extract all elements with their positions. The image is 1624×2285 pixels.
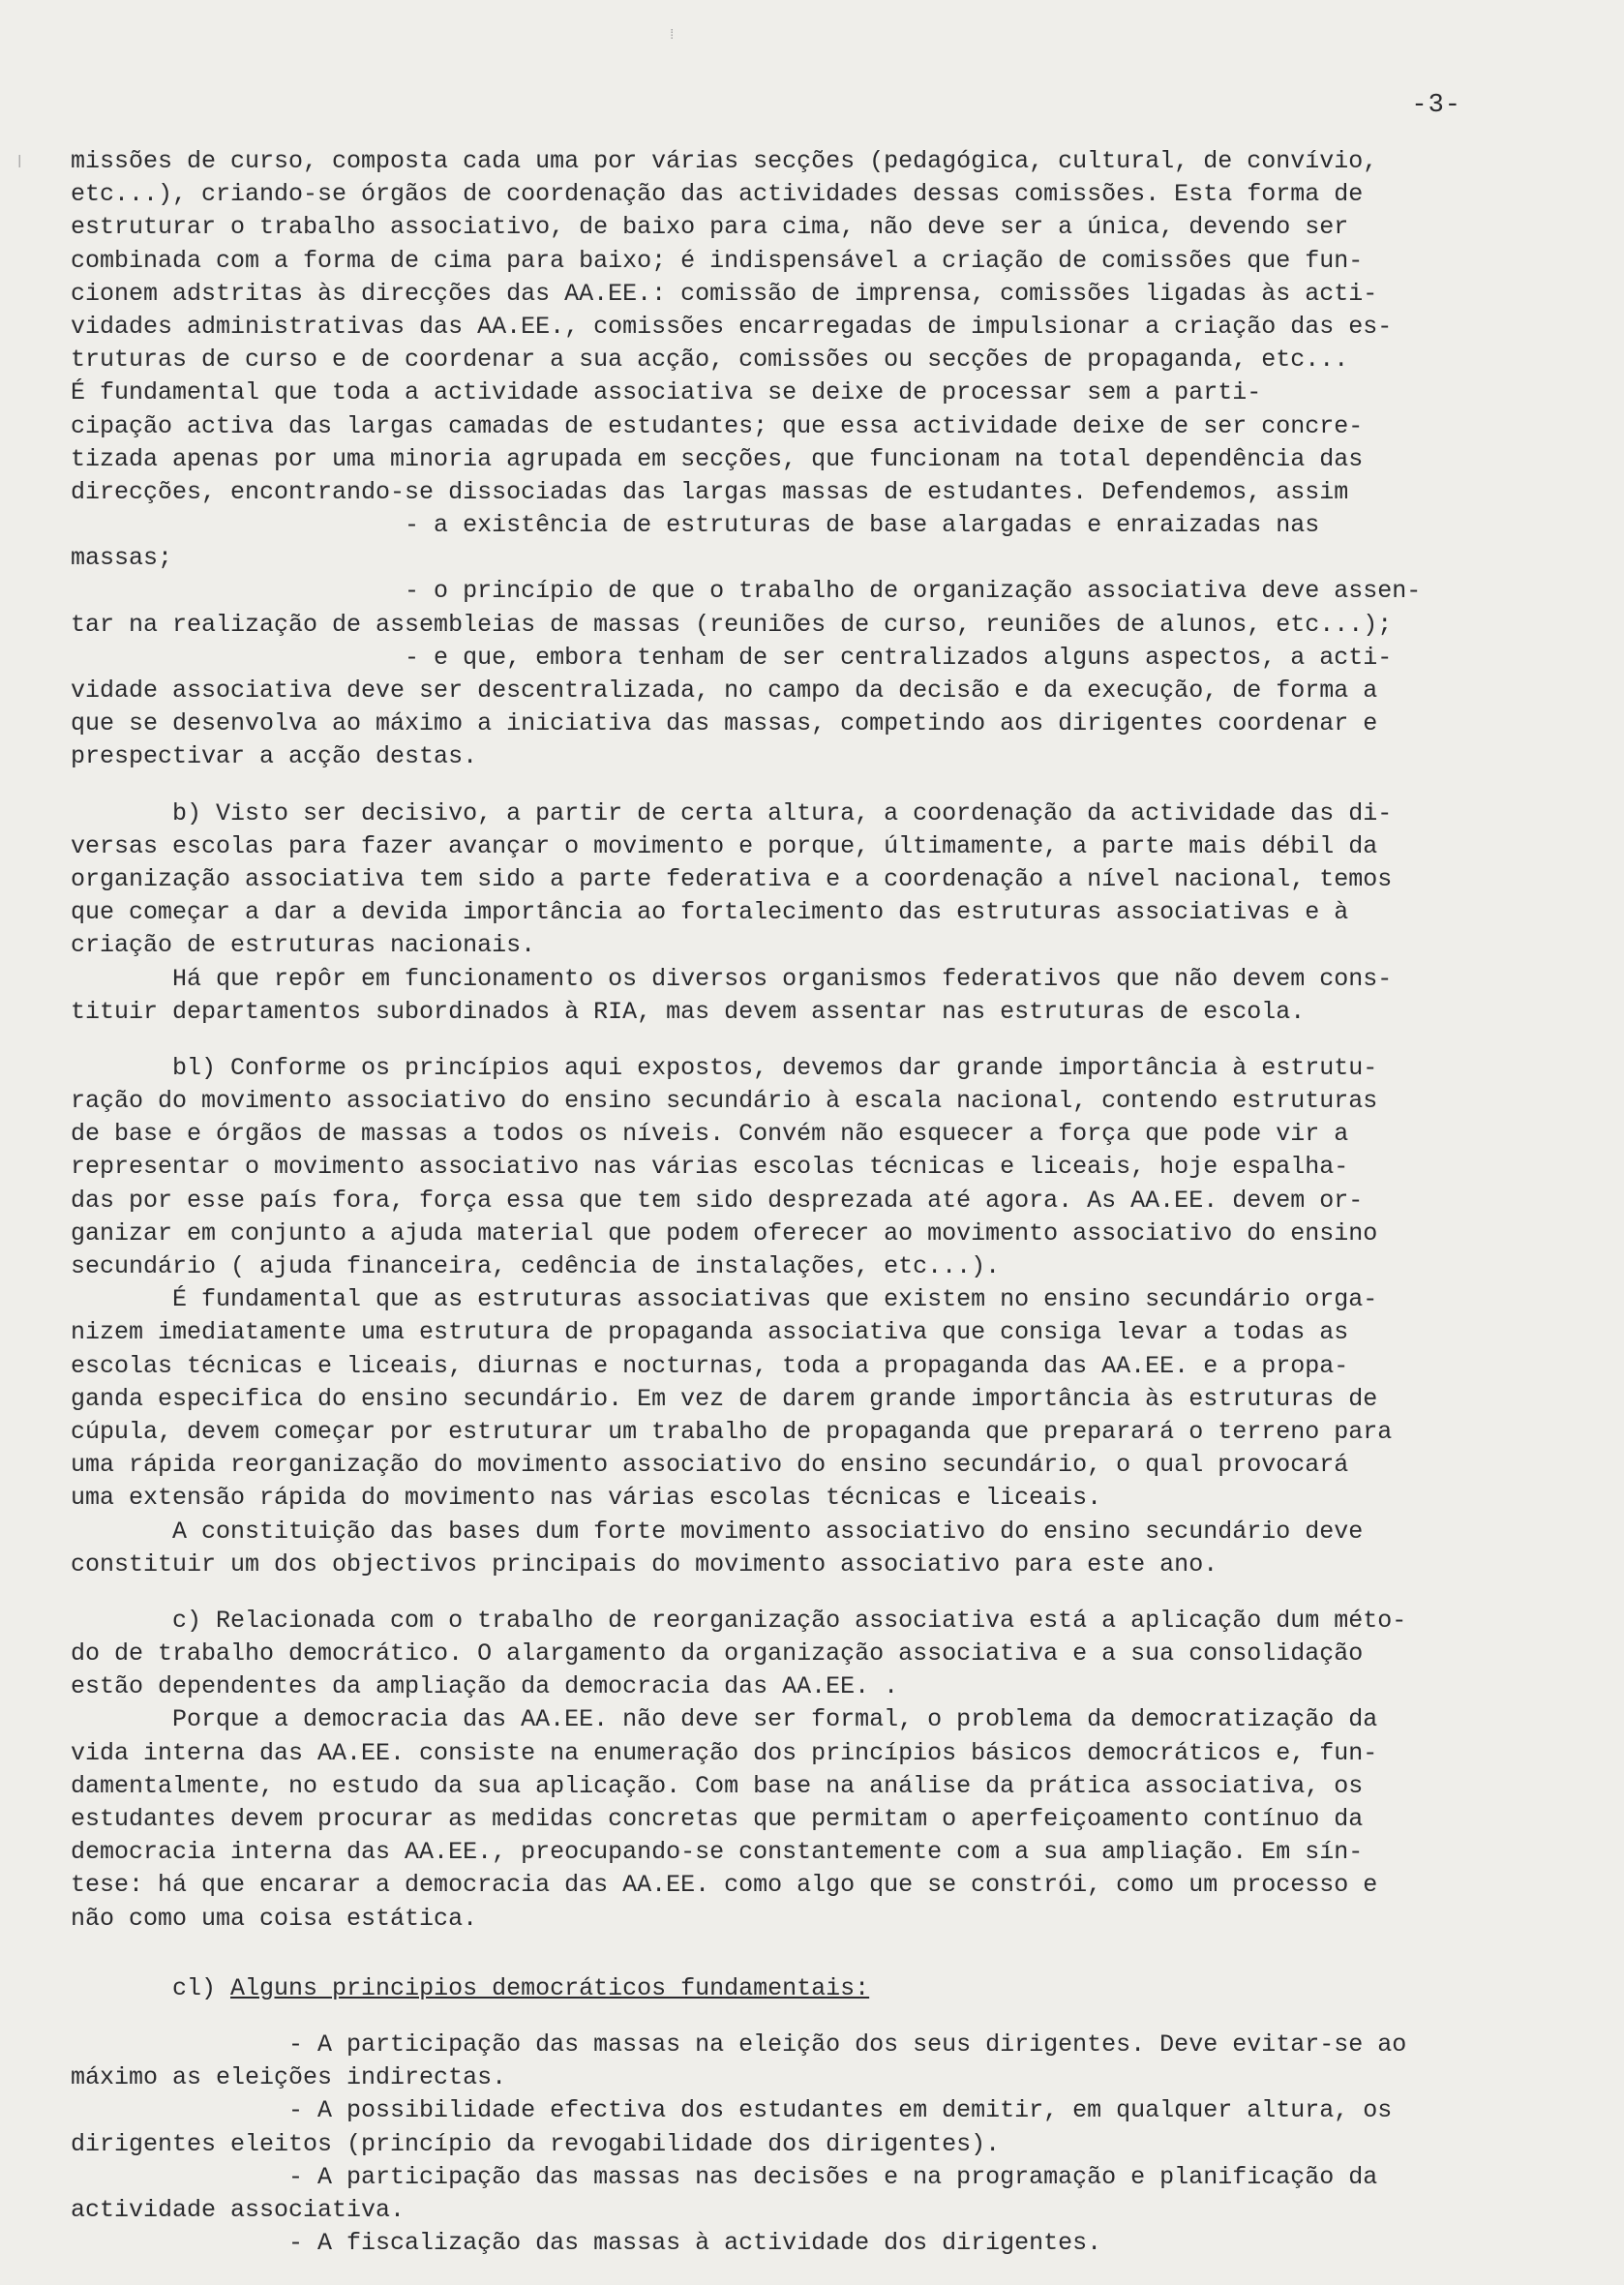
text-line: versas escolas para fazer avançar o movimento e porque, últimamente, a parte mais débil da [71,831,1378,860]
scan-speck: ⁞ [668,28,677,44]
list-item: - A possibilidade efectiva dos estudantes em demitir, em qualquer altura, os [71,2096,1393,2125]
text-line: ganizar em conjunto a ajuda material que podem oferecer ao movimento associativo do ensino [71,1218,1378,1248]
text-line: bl) Conforme os princípios aqui expostos, devemos dar grande importância à estrutu- [71,1053,1378,1082]
text-line: actividade associativa. [71,2195,406,2224]
text-line: organização associativa tem sido a parte federativa e a coordenação a nível nacional, temos [71,864,1393,893]
document-body [71,145,1522,2260]
text-line: etc...), criando-se órgãos de coordenação das actividades dessas comissões. Esta forma de [71,180,1364,209]
text-line: constituir um dos objectivos principais do movimento associativo para este ano. [71,1549,1218,1578]
text-line: prespectivar a acção destas. [71,742,478,771]
text-line: democracia interna das AA.EE., preocupando-se constantemente com a sua ampliação. Em sín- [71,1838,1364,1867]
text-line: representar o movimento associativo nas várias escolas técnicas e liceais, hoje espalha- [71,1153,1349,1182]
text-line: vida interna das AA.EE. consiste na enumeração dos princípios básicos democráticos e, fun- [71,1738,1378,1767]
text-line: tese: há que encarar a democracia das AA.EE. como algo que se constrói, como um processo e [71,1871,1378,1900]
text-line: combinada com a forma de cima para baixo; é indispensável a criação de comissões que fun- [71,246,1364,275]
text-line: tar na realização de assembleias de massas (reuniões de curso, reuniões de alunos, etc...); [71,610,1393,639]
text-line: damentalmente, no estudo da sua aplicação. Com base na análise da prática associativa, os [71,1771,1364,1800]
text-line: cipação activa das largas camadas de estudantes; que essa actividade deixe de ser concre- [71,411,1364,440]
page-number: -3- [1411,91,1461,120]
text-line: estudantes devem procurar as medidas concretas que permitam o aperfeiçoamento contínuo da [71,1805,1364,1833]
text-line: truturas de curso e de coordenar a sua acção, comissões ou secções de propaganda, etc... [71,346,1349,375]
paragraph-gap [71,1581,1522,1605]
text-line: que começar a dar a devida importância ao fortalecimento das estruturas associativas e à [71,898,1349,927]
text-line: tizada apenas por uma minoria agrupada em secções, que funcionam na total dependência das [71,444,1364,473]
list-item: - a existência de estruturas de base alargadas e enraizadas nas [71,511,1320,540]
text-line: É fundamental que as estruturas associativas que existem no ensino secundário orga- [71,1285,1378,1314]
text-line: direcções, encontrando-se dissociadas das largas massas de estudantes. Defendemos, assim [71,477,1349,506]
text-line: de base e órgãos de massas a todos os níveis. Convém não esquecer a força que pode vir a [71,1120,1349,1149]
paragraph-gap [71,2005,1522,2029]
section-heading [71,1972,1522,2005]
text-line: missões de curso, composta cada uma por várias secções (pedagógica, cultural, de convívio, [71,147,1378,175]
text-line: escolas técnicas e liceais, diurnas e nocturnas, toda a propaganda das AA.EE. e a propa- [71,1351,1349,1380]
text-line: secundário ( ajuda financeira, cedência de instalações, etc...). [71,1252,1001,1280]
section-heading-underlined: Alguns principios democráticos fundamentais: [230,1973,870,2002]
text-line: vidade associativa deve ser descentralizada, no campo da decisão e da execução, de forma a [71,676,1378,705]
list-item: - A participação das massas nas decisões e na programação e planificação da [71,2162,1378,2191]
text-line: criação de estruturas nacionais. [71,931,536,960]
list-item: - A participação das massas na eleição dos seus dirigentes. Deve evitar-se ao [71,2029,1407,2059]
text-line: estruturar o trabalho associativo, de baixo para cima, não deve ser a única, devendo ser [71,213,1349,242]
list-item: - A fiscalização das massas à actividade dos dirigentes. [71,2229,1102,2258]
text-line: uma rápida reorganização do movimento associativo do ensino secundário, o qual provocará [71,1451,1349,1480]
paragraph-gap [71,774,1522,797]
text-line: ganda especifica do ensino secundário. Em vez de darem grande importância às estruturas de [71,1384,1378,1413]
paragraph-gap [71,1936,1522,1972]
text-line: b) Visto ser decisivo, a partir de certa altura, a coordenação da actividade das di- [71,798,1393,827]
text-line: que se desenvolva ao máximo a iniciativa das massas, competindo aos dirigentes coordenar e [71,709,1378,738]
text-line: uma extensão rápida do movimento nas várias escolas técnicas e liceais. [71,1484,1102,1513]
list-item: - o princípio de que o trabalho de organização associativa deve assen- [71,577,1422,606]
text-line: estão dependentes da ampliação da democracia das AA.EE. . [71,1672,899,1701]
text-line: nizem imediatamente uma estrutura de propaganda associativa que consiga levar a todas as [71,1318,1349,1347]
text-line: cionem adstritas às direcções das AA.EE.: comissão de imprensa, comissões ligadas às acti- [71,279,1378,308]
text-line: dirigentes eleitos (princípio da revogabilidade dos dirigentes). [71,2129,1001,2158]
text-line: c) Relacionada com o trabalho de reorganização associativa está a aplicação dum méto- [71,1606,1407,1635]
text-line: das por esse país fora, força essa que tem sido desprezada até agora. As AA.EE. devem or- [71,1186,1364,1215]
text-line: ração do movimento associativo do ensino secundário à escala nacional, contendo estruturas [71,1087,1378,1116]
scan-speck: | [15,154,24,169]
text-line: vidades administrativas das AA.EE., comissões encarregadas de impulsionar a criação das es- [71,312,1393,341]
text-line: Porque a democracia das AA.EE. não deve ser formal, o problema da democratização da [71,1705,1378,1734]
text-line: tituir departamentos subordinados à RIA, mas devem assentar nas estruturas de escola. [71,997,1306,1026]
list-item: - e que, embora tenham de ser centralizados alguns aspectos, a acti- [71,643,1393,672]
text-line: não como uma coisa estática. [71,1904,478,1933]
text-line: Há que repôr em funcionamento os diversos organismos federativos que não devem cons- [71,964,1393,993]
text-line: A constituição das bases dum forte movimento associativo do ensino secundário deve [71,1517,1364,1546]
text-line: cúpula, devem começar por estruturar um trabalho de propaganda que preparará o terreno para [71,1417,1393,1446]
paragraph-gap [71,1029,1522,1052]
text-line: massas; [71,544,173,573]
text-line: máximo as eleições indirectas. [71,2063,507,2092]
text-line: É fundamental que toda a actividade associativa se deixe de processar sem a parti- [71,378,1262,407]
text-line: do de trabalho democrático. O alargamento da organização associativa e a sua consolidação [71,1639,1364,1669]
section-heading-label: cl) [71,1973,231,2002]
